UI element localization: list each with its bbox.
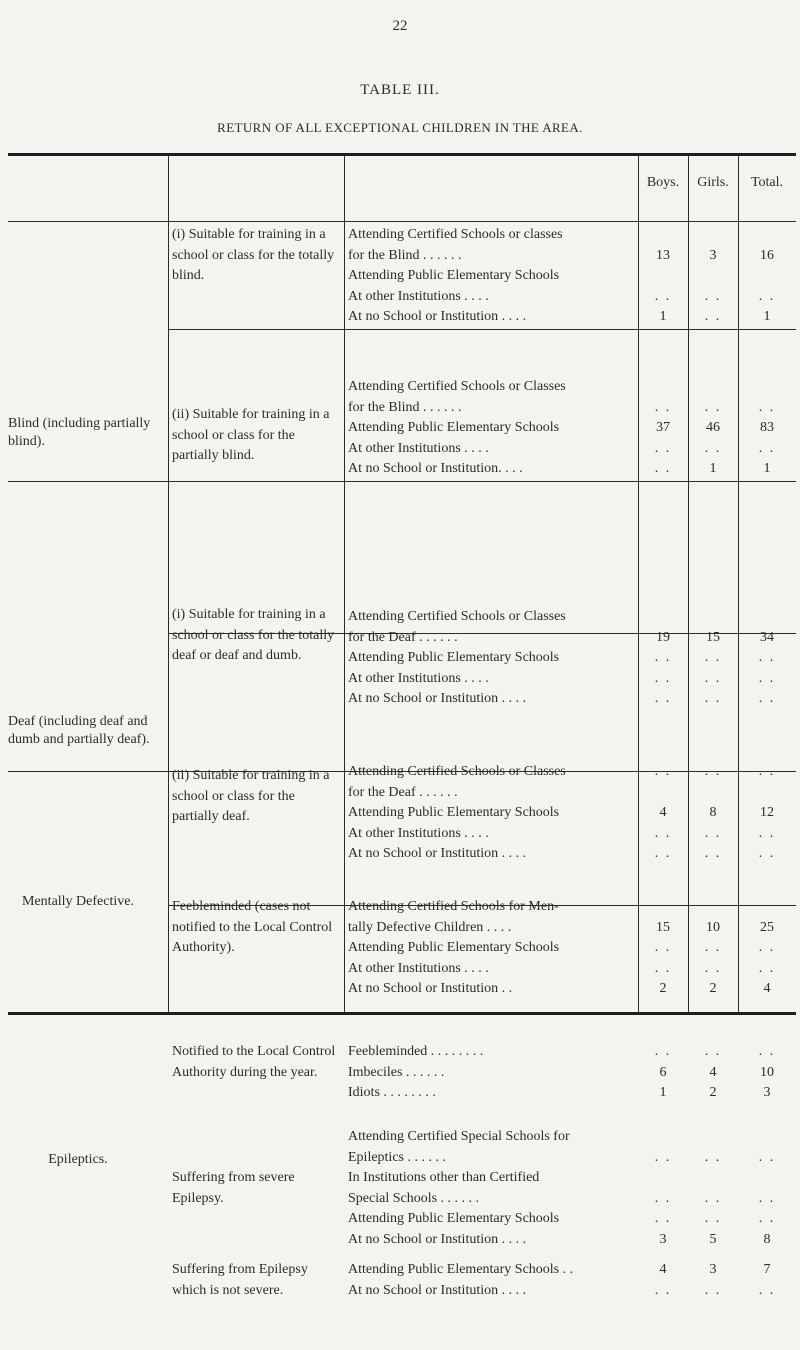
boys-cell: 19 — [656, 629, 670, 645]
group-2-girls — [689, 607, 737, 710]
boys-cell: . . — [654, 440, 672, 456]
boys-cell — [639, 266, 687, 287]
group-5-lines — [348, 1042, 638, 1104]
row-label: At no School or Institution . . . . — [348, 1282, 527, 1298]
group-4-girls — [689, 897, 737, 1000]
girls-cell — [689, 607, 737, 628]
row-label: At other Institutions . . . . — [348, 825, 489, 841]
girls-cell — [689, 1168, 737, 1189]
total-cell: . . — [758, 650, 776, 665]
col-divider-5 — [738, 156, 739, 1012]
total-cell: . . — [758, 288, 776, 304]
girls-cell: 3 — [709, 247, 717, 263]
row-label: At no School or Institution . . — [348, 981, 513, 996]
boys-cell: . . — [654, 288, 672, 304]
total-cell: . . — [758, 940, 776, 955]
girls-cell: . . — [704, 288, 722, 304]
girls-cell: 15 — [706, 629, 720, 645]
group-4-lines — [348, 897, 638, 1000]
boys-cell — [639, 1168, 687, 1189]
total-cell: 83 — [760, 420, 774, 435]
total-cell: 1 — [763, 461, 771, 476]
total-cell — [743, 783, 791, 804]
row-label: At no School or Institution . . . . — [348, 691, 527, 706]
boys-cell: 6 — [659, 1064, 667, 1080]
row-label: Attending Public Elementary Schools — [348, 268, 560, 283]
girls-cell: . . — [704, 1190, 722, 1206]
boys-cell: . . — [654, 691, 672, 706]
boys-cell: 37 — [656, 420, 670, 435]
girls-cell: . . — [704, 440, 722, 456]
group-0-label: (i) Suitable for training in a school or class for the totally blind. — [172, 227, 335, 283]
boys-cell: . . — [654, 1282, 672, 1298]
row-label: Attending Public Elementary Schools — [348, 1211, 560, 1226]
table-title: TABLE III. — [360, 82, 440, 98]
total-cell: . . — [758, 670, 776, 686]
total-cell: 3 — [763, 1085, 771, 1100]
girls-cell — [689, 266, 737, 287]
row-label: for the Deaf . . . . . . — [348, 629, 458, 645]
group-1-total — [743, 377, 791, 480]
boys-cell — [639, 897, 687, 918]
girls-cell: 46 — [706, 420, 720, 435]
group-7-girls — [689, 1260, 737, 1301]
girls-cell: . . — [704, 1149, 722, 1165]
row-label: for the Deaf . . . . . . — [348, 784, 458, 800]
row-label: Attending Certified Schools or Classes — [348, 379, 566, 394]
girls-cell: 4 — [709, 1064, 717, 1080]
total-cell: . . — [758, 1190, 776, 1206]
girls-cell: . . — [704, 764, 722, 779]
group-1-lines — [348, 377, 638, 480]
header-total: Total. — [750, 175, 784, 190]
row-label: for the Blind . . . . . . — [348, 399, 462, 415]
boys-cell: . . — [654, 846, 672, 861]
total-cell — [743, 266, 791, 287]
girls-cell — [689, 225, 737, 246]
girls-cell: . . — [704, 940, 722, 955]
boys-cell: . . — [654, 960, 672, 976]
row-label: Imbeciles . . . . . . — [348, 1064, 445, 1080]
girls-cell: 8 — [709, 805, 717, 820]
total-cell: 16 — [760, 247, 774, 263]
row-label: Attending Public Elementary Schools — [348, 650, 560, 665]
group-5-total — [743, 1042, 791, 1104]
group-6-label: Suffering from severe Epilepsy. — [172, 1170, 295, 1206]
header-rule — [8, 221, 796, 222]
group-7-label: Suffering from Epilepsy which is not severe. — [172, 1262, 308, 1298]
boys-cell — [639, 1127, 687, 1148]
boys-cell: . . — [654, 1211, 672, 1226]
group-4-boys — [639, 897, 687, 1000]
total-cell: . . — [758, 399, 776, 415]
group-3-boys — [639, 762, 687, 865]
total-cell: . . — [758, 960, 776, 976]
row-label: At other Institutions . . . . — [348, 960, 489, 976]
total-cell: . . — [758, 1211, 776, 1226]
girls-cell: . . — [704, 825, 722, 841]
boys-cell — [639, 225, 687, 246]
total-cell: 8 — [763, 1231, 771, 1247]
boys-cell — [639, 377, 687, 398]
girls-cell: . . — [704, 960, 722, 976]
group-2-total — [743, 607, 791, 710]
girls-cell: . . — [704, 399, 722, 415]
boys-cell: . . — [654, 399, 672, 415]
row-label: In Institutions other than Certified — [348, 1170, 540, 1185]
total-cell: . . — [758, 440, 776, 456]
blind-end-rule — [8, 481, 796, 482]
total-cell: 25 — [760, 919, 774, 935]
boys-cell: . . — [654, 940, 672, 955]
total-cell: 7 — [763, 1262, 771, 1277]
row-label: Special Schools . . . . . . — [348, 1190, 480, 1206]
row-label: At other Institutions . . . . — [348, 440, 489, 456]
total-cell: . . — [758, 1282, 776, 1298]
row-label: Attending Certified Schools or Classes — [348, 609, 566, 624]
row-label: Attending Public Elementary Schools — [348, 805, 560, 820]
row-label: At no School or Institution. . . . — [348, 461, 523, 476]
total-cell: 4 — [763, 981, 771, 996]
girls-cell — [689, 783, 737, 804]
boys-cell: . . — [654, 1190, 672, 1206]
girls-cell: 5 — [709, 1231, 717, 1247]
group-5-girls — [689, 1042, 737, 1104]
group-6-boys — [639, 1127, 687, 1250]
row-label: Idiots . . . . . . . . — [348, 1085, 436, 1100]
total-cell — [743, 377, 791, 398]
category-blind: Blind (including partially blind). — [8, 416, 151, 449]
header-boys: Boys. — [646, 175, 680, 190]
row-label: Attending Public Elementary Schools . . — [348, 1262, 574, 1277]
category-mental: Mentally Defective. — [22, 894, 134, 909]
boys-cell: 13 — [656, 247, 670, 263]
total-cell: . . — [758, 1044, 776, 1059]
total-cell — [743, 607, 791, 628]
row-label: for the Blind . . . . . . — [348, 247, 462, 263]
group-1-label: (ii) Suitable for training in a school or class for the partially blind. — [172, 407, 330, 463]
group-0-boys — [639, 225, 687, 328]
total-cell — [743, 1127, 791, 1148]
boys-cell: 1 — [659, 309, 667, 324]
boys-cell: . . — [654, 1044, 672, 1059]
total-cell — [743, 225, 791, 246]
total-cell: . . — [758, 1149, 776, 1165]
total-cell: 34 — [760, 629, 774, 645]
girls-cell: . . — [704, 1044, 722, 1059]
total-cell: . . — [758, 691, 776, 706]
girls-cell: 1 — [709, 461, 717, 476]
row-label: Feebleminded . . . . . . . . — [348, 1044, 484, 1059]
boys-cell: . . — [654, 461, 672, 476]
row-label: Attending Public Elementary Schools — [348, 940, 560, 955]
row-label: Epileptics . . . . . . — [348, 1149, 446, 1165]
total-cell: 1 — [763, 309, 771, 324]
page-number: 22 — [392, 18, 408, 34]
row-label: Attending Certified Special Schools for — [348, 1129, 570, 1144]
girls-cell: 2 — [709, 1085, 717, 1100]
group-6-girls — [689, 1127, 737, 1250]
girls-cell — [689, 897, 737, 918]
col-divider-2 — [344, 156, 345, 1012]
row-label: At no School or Institution . . . . — [348, 309, 527, 324]
category-deaf: Deaf (including deaf and dumb and partially deaf). — [8, 714, 150, 747]
girls-cell: . . — [704, 691, 722, 706]
boys-cell: 4 — [659, 1262, 667, 1277]
boys-cell: 1 — [659, 1085, 667, 1100]
group-0-total — [743, 225, 791, 328]
row-label: At no School or Institution . . . . — [348, 846, 527, 861]
girls-cell — [689, 377, 737, 398]
group-3-lines — [348, 762, 638, 865]
girls-cell: . . — [704, 846, 722, 861]
total-cell — [743, 1168, 791, 1189]
row-label: Attending Certified Schools or Classes — [348, 764, 566, 779]
girls-cell: . . — [704, 650, 722, 665]
total-cell: 12 — [760, 805, 774, 820]
boys-cell: . . — [654, 825, 672, 841]
girls-cell: . . — [704, 1282, 722, 1298]
girls-cell: . . — [704, 670, 722, 686]
boys-cell: 15 — [656, 919, 670, 935]
table-subtitle: RETURN OF ALL EXCEPTIONAL CHILDREN IN THE AREA. — [217, 120, 583, 135]
girls-cell: . . — [704, 309, 722, 324]
group-0-lines — [348, 225, 638, 328]
blind-sub-rule — [168, 329, 796, 330]
girls-cell: 3 — [709, 1262, 717, 1277]
group-1-boys — [639, 377, 687, 480]
row-label: tally Defective Children . . . . — [348, 919, 512, 935]
category-epileptics: Epileptics. — [48, 1152, 108, 1167]
girls-cell: . . — [704, 1211, 722, 1226]
girls-cell: 2 — [709, 981, 717, 996]
group-2-boys — [639, 607, 687, 710]
group-7-total — [743, 1260, 791, 1301]
total-cell — [743, 897, 791, 918]
group-3-total — [743, 762, 791, 865]
row-label: At other Institutions . . . . — [348, 670, 489, 686]
total-cell: . . — [758, 846, 776, 861]
col-divider-1 — [168, 156, 169, 1012]
group-5-boys — [639, 1042, 687, 1104]
boys-cell: 2 — [659, 981, 667, 996]
total-cell: 10 — [760, 1064, 774, 1080]
boys-cell: . . — [654, 650, 672, 665]
group-6-total — [743, 1127, 791, 1250]
group-3-girls — [689, 762, 737, 865]
row-label: At other Institutions . . . . — [348, 288, 489, 304]
group-4-total — [743, 897, 791, 1000]
boys-cell — [639, 783, 687, 804]
boys-cell: . . — [654, 764, 672, 779]
top-rule — [8, 153, 796, 156]
row-label: Attending Certified Schools for Men- — [348, 899, 559, 914]
group-0-girls — [689, 225, 737, 328]
boys-cell — [639, 607, 687, 628]
group-3-label: (ii) Suitable for training in a school or class for the partially deaf. — [172, 768, 330, 824]
girls-cell: 10 — [706, 919, 720, 935]
row-label: Attending Public Elementary Schools — [348, 420, 560, 435]
boys-cell: . . — [654, 670, 672, 686]
header-girls: Girls. — [697, 175, 729, 190]
group-1-girls — [689, 377, 737, 480]
row-label: Attending Certified Schools or classes — [348, 227, 563, 242]
boys-cell: 3 — [659, 1231, 667, 1247]
group-5-label: Notified to the Local Control Authority during the year. — [172, 1044, 336, 1080]
bottom-rule — [8, 1012, 796, 1015]
row-label: At no School or Institution . . . . — [348, 1231, 527, 1247]
total-cell: . . — [758, 764, 776, 779]
group-2-lines — [348, 607, 638, 710]
group-7-boys — [639, 1260, 687, 1301]
group-7-lines — [348, 1260, 638, 1301]
group-4-label: Feebleminded (cases not notified to the Local Control Authority). — [172, 899, 333, 955]
boys-cell: 4 — [659, 805, 667, 820]
group-2-label: (i) Suitable for training in a school or class for the totally deaf or deaf and dumb. — [172, 607, 335, 663]
total-cell: . . — [758, 825, 776, 841]
girls-cell — [689, 1127, 737, 1148]
boys-cell: . . — [654, 1149, 672, 1165]
group-6-lines — [348, 1127, 638, 1250]
